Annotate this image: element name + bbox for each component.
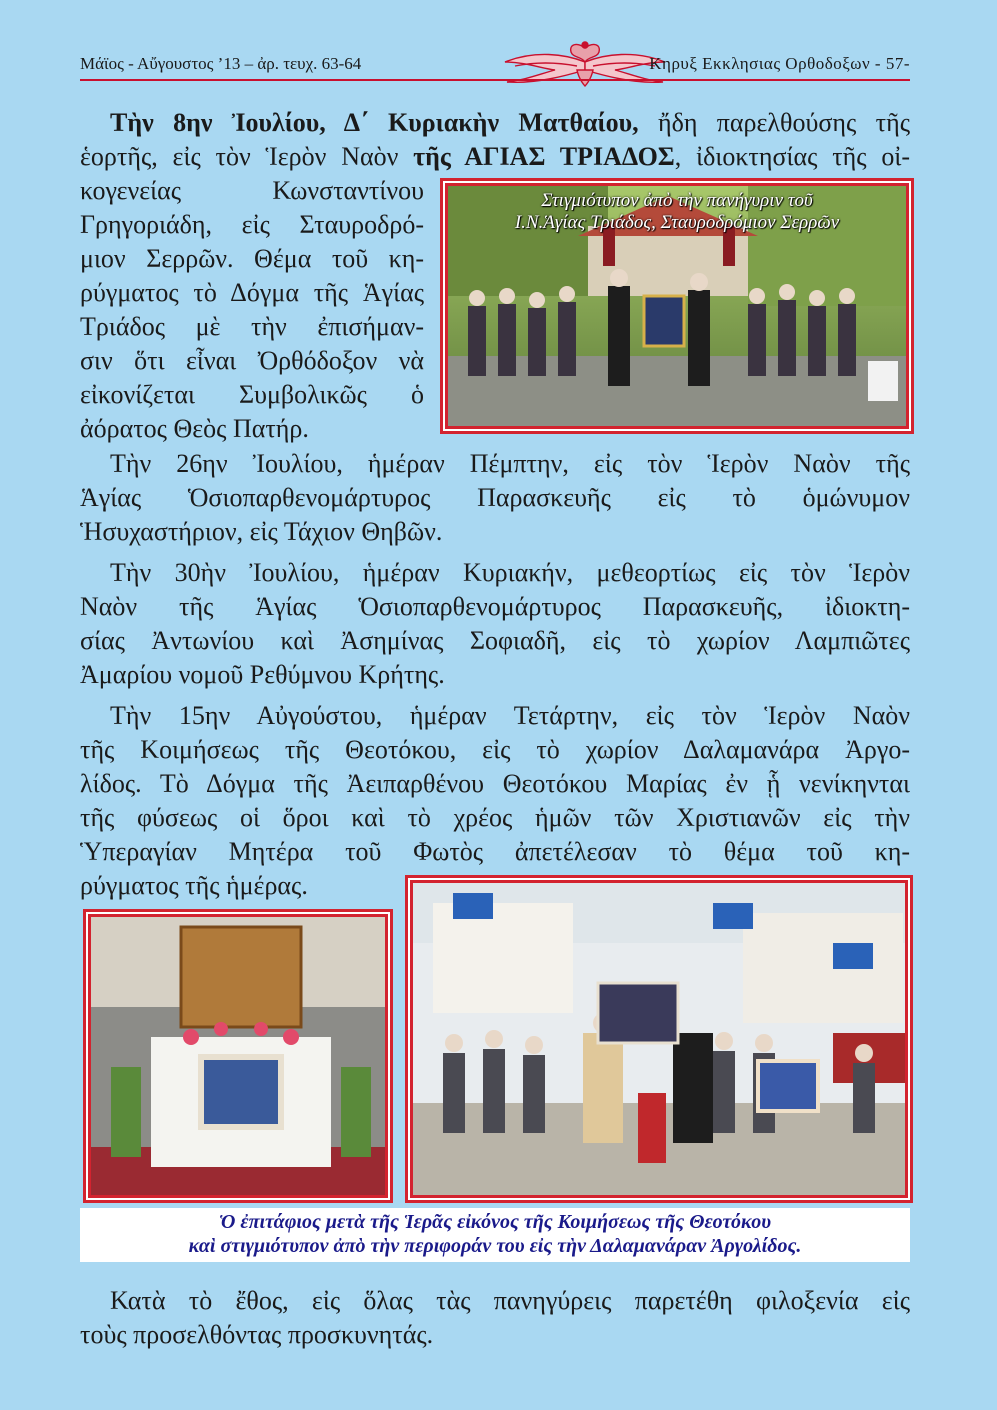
closing-line2: τοὺς προσελθόντας προσκυνητάς. [80, 1320, 434, 1349]
section2-line3: Ἡσυχαστήριον, εἰς Τάχιον Θηβῶν. [80, 517, 443, 546]
section3-line1: Τὴν 30ὴν Ἰουλίου, ἡμέραν Κυριακήν, μεθεορτίως εἰς τὸν Ἱερὸν [110, 558, 910, 587]
section4-line1: Τὴν 15ην Αὐγούστου, ἡμέραν Τετάρτην, εἰς τὸν Ἱερὸν Ναὸν [110, 701, 910, 730]
photo-procession-dalamanara [410, 880, 908, 1198]
header-rule [80, 79, 910, 81]
issue-info: Μάϊος - Αὔγουστος ’13 – ἀρ. τευχ. 63-64 [80, 54, 362, 73]
section2-line2: Ἁγίας Ὁσιοπαρθενομάρτυρος Παρασκευῆς εἰς τὸ ὁμώνυμον [80, 483, 910, 512]
section4-line5: Ὑπεραγίαν Μητέρα τοῦ Φωτὸς ἀπετέλεσαν τὸ θέμα τοῦ κη- [80, 837, 910, 866]
bottom-photo-caption: Ὁ ἐπιτάφιος μετὰ τῆς Ἱερᾶς εἰκόνος τῆς Κοιμήσεως τῆς Θεοτόκου καὶ στιγμιότυπον ἀπὸ τὴν περιφοράν του εἰς τὴν Δαλαμανάραν Ἀργολίδος. [80, 1208, 910, 1262]
section1-line1: Τὴν 8ην Ἰουλίου, Δ΄ Κυριακὴν Ματθαίου, ἤδη παρελθούσης τῆς [110, 108, 910, 137]
photo1-caption: Στιγμιότυπον ἀπὸ τὴν πανήγυριν τοῦ Ι.Ν.Ἁγίας Τριάδος, Σταυροδρόμιον Σερρῶν [514, 190, 840, 233]
col-line: Γρηγοριάδη, εἰς Σταυροδρό- [80, 210, 424, 239]
section3-line2: Ναὸν τῆς Ἁγίας Ὁσιοπαρθενομάρτυρος Παρασκευῆς, ἰδιοκτη- [80, 592, 910, 621]
col-line: κογενείας Κωνσταντίνου [80, 176, 424, 205]
col-line: ἀόρατος Θεὸς Πατήρ. [80, 414, 309, 443]
section1-line2: ἑορτῆς, εἰς τὸν Ἱερὸν Ναὸν τῆς ΑΓΙΑΣ ΤΡΙΑΔΟΣ, ἰδιοκτησίας τῆς οἰ- [80, 142, 910, 171]
col-line: εἰκονίζεται Συμβολικῶς ὁ [80, 380, 424, 409]
col-line: μιον Σερρῶν. Θέμα τοῦ κη- [80, 244, 424, 273]
section4-line2: τῆς Κοιμήσεως τῆς Θεοτόκου, εἰς τὸ χωρίον Δαλαμανάρα Ἀργο- [80, 735, 910, 764]
closing-line1: Κατὰ τὸ ἔθος, εἰς ὅλας τὰς πανηγύρεις παρετέθη φιλοξενία εἰς [110, 1286, 910, 1315]
photo-agia-triada [445, 183, 909, 429]
magazine-title: Κηρυξ Εκκλησιας Ορθοδοξων - 57- [649, 54, 910, 73]
col-line: σιν ὅτι εἶναι Ὀρθόδοξον νὰ [80, 346, 424, 375]
section3-line4: Ἀμαρίου νομοῦ Ρεθύμνου Κρήτης. [80, 660, 445, 689]
section3-line3: σίας Ἀντωνίου καὶ Ἀσημίνας Σοφιαδῆ, εἰς τὸ χωρίον Λαμπιῶτες [80, 626, 910, 655]
col-line: Τριάδος μὲ τὴν ἐπισήμαν- [80, 312, 424, 341]
col-line: ρύγματος τὸ Δόγμα τῆς Ἁγίας [80, 278, 424, 307]
procession-dalamanara-illustration [413, 883, 905, 1195]
epitaphios-photo-illustration [91, 917, 385, 1195]
page-header [80, 40, 910, 84]
section4-line4: τῆς φύσεως οἱ ὅροι καὶ τὸ χρέος ἡμῶν τῶν Χριστιανῶν εἰς τὴν [80, 803, 910, 832]
section4-line3: λίδος. Τὸ Δόγμα τῆς Ἀειπαρθένου Θεοτόκου Μαρίας ἐν ᾗ νενίκηνται [80, 769, 910, 798]
photo-epitaphios [88, 914, 388, 1198]
section2-line1: Τὴν 26ην Ἰουλίου, ἡμέραν Πέμπτην, εἰς τὸν Ἱερὸν Ναὸν τῆς [110, 449, 910, 478]
section4-line6: ρύγματος τῆς ἡμέρας. [80, 871, 308, 900]
